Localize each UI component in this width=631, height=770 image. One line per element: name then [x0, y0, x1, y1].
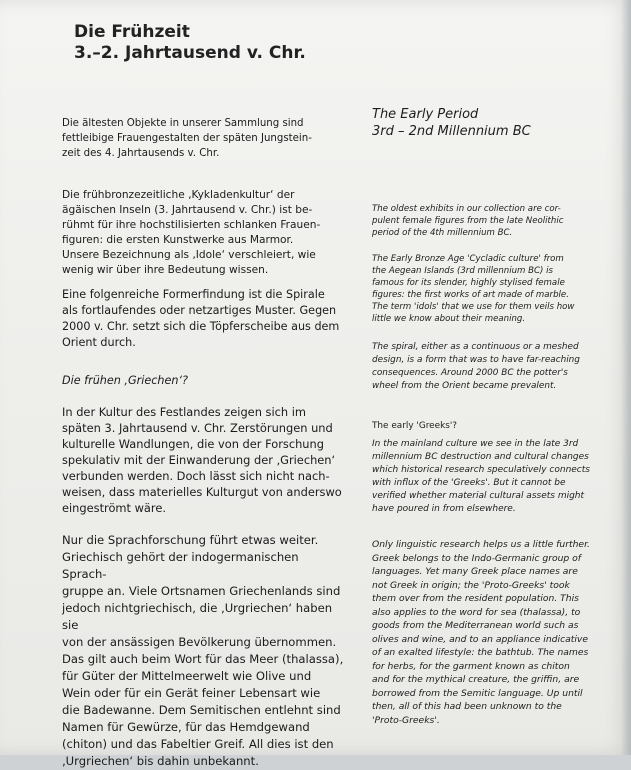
text-line: pulent female figures from the late Neolithic: [372, 216, 564, 226]
text-line: als fortlaufendes oder netzartiges Muster. Gegen: [62, 304, 337, 317]
text-line: and for the mythical creature, the griffin, are: [372, 674, 580, 685]
text-line: figuren: die ersten Kunstwerke aus Marmor.: [62, 234, 294, 246]
text-line: period of the 4th millennium BC.: [372, 228, 513, 238]
text-line: languages. Yet many Greek place names are: [372, 566, 578, 577]
german-title: [74, 22, 306, 64]
text-line: Das gilt auch beim Wort für das Meer (thalassa),: [62, 652, 344, 666]
text-line: Griechisch gehört der indogermanischen Sprach-: [62, 550, 299, 581]
english-title: [372, 106, 612, 140]
text-line: Die ältesten Objekte in unserer Sammlung sind: [62, 118, 304, 129]
text-line: wenig wir über ihre Bedeutung wissen.: [62, 264, 269, 276]
text-line: (chiton) und das Fabeltier Greif. All dies ist den: [62, 737, 334, 751]
text-line: fettleibige Frauengestalten der späten Jungstein-: [62, 133, 312, 144]
german-paragraph-1: [62, 116, 344, 161]
text-line: wheel from the Orient became prevalent.: [372, 381, 557, 391]
english-title-line1: The Early Period: [372, 107, 479, 122]
text-line: für Güter der Mittelmeerwelt wie Olive und: [62, 669, 312, 683]
english-paragraph-5: [372, 538, 612, 727]
text-line: 'Proto-Greeks'.: [372, 714, 440, 726]
text-line: Die frühbronzezeitliche ‚Kykladenkultur‘ der: [62, 189, 295, 201]
text-line: ‚Urgriechen‘ bis dahin unbekannt.: [62, 754, 259, 768]
text-line: gruppe an. Viele Ortsnamen Griechenlands sind: [62, 584, 341, 598]
text-line: die Badewanne. Dem Semitischen entlehnt sind: [62, 703, 341, 717]
text-line: eingeströmt wäre.: [62, 501, 166, 515]
german-title-line2: 3.–2. Jahrtausend v. Chr.: [74, 43, 306, 63]
text-line: The spiral, either as a continuous or a meshed: [372, 342, 579, 352]
english-title-line2: 3rd – 2nd Millennium BC: [372, 124, 531, 139]
text-line: verbunden werden. Doch lässt sich nicht nach-: [62, 469, 330, 483]
text-line: späten 3. Jahrtausend v. Chr. Zerstörungen und: [62, 421, 333, 435]
text-line: Only linguistic research helps us a little further.: [372, 539, 590, 550]
text-line: 2000 v. Chr. setzt sich die Töpferscheibe aus dem: [62, 320, 340, 333]
text-line: design, is a form that was to have far-reaching: [372, 355, 580, 365]
text-line: with influx of the 'Greeks'. But it cannot be: [372, 478, 566, 488]
text-line: famous for its slender, highly stylised female: [372, 278, 565, 288]
text-line: zeit des 4. Jahrtausends v. Chr.: [62, 148, 220, 159]
text-line: figures: the first works of art made of marble.: [372, 290, 569, 300]
text-line: kulturelle Wandlungen, die von der Forschung: [62, 437, 324, 451]
text-line: millennium BC destruction and cultural changes: [372, 452, 589, 462]
german-paragraph-5: [62, 532, 344, 770]
text-line: The Early Bronze Age 'Cycladic culture' from: [372, 254, 564, 264]
text-line: spekulativ mit der Einwanderung der ‚Griechen‘: [62, 453, 336, 467]
text-line: of an exalted lifestyle: the bathtub. The names: [372, 647, 589, 658]
panel-edge-shadow: [621, 0, 631, 755]
text-line: rühmt für ihre hochstilisierten schlanken Frauen-: [62, 219, 321, 231]
german-section-heading: Die frühen ‚Griechen‘?: [62, 374, 188, 387]
text-line: Greek belongs to the Indo-Germanic group of: [372, 552, 582, 564]
german-paragraph-2: [62, 188, 344, 278]
text-line: Orient durch.: [62, 336, 136, 349]
english-paragraph-4: [372, 438, 612, 516]
text-line: borrowed from the Semitic language. Up until: [372, 687, 583, 699]
text-line: for herbs, for the garment known as chiton: [372, 660, 570, 672]
text-line: goods from the Mediterranean world such as: [372, 620, 579, 631]
text-line: little we know about their meaning.: [372, 314, 526, 324]
english-paragraph-2: [372, 253, 612, 325]
text-line: have poured in from elsewhere.: [372, 504, 516, 514]
text-line: which historical research speculatively connects: [372, 465, 590, 475]
text-line: them over from the resident population. This: [372, 593, 579, 604]
german-paragraph-4: [62, 404, 344, 516]
text-line: Unsere Bezeichnung als ‚Idole‘ verschleiert, wie: [62, 249, 316, 261]
text-line: ägäischen Inseln (3. Jahrtausend v. Chr.) ist be-: [62, 204, 313, 216]
text-line: Nur die Sprachforschung führt etwas weiter.: [62, 533, 319, 547]
text-line: Eine folgenreiche Formerfindung ist die Spirale: [62, 288, 325, 301]
text-line: also applies to the word for sea (thalassa), to: [372, 606, 581, 618]
german-title-line1: Die Frühzeit: [74, 22, 190, 42]
text-line: weisen, dass materielles Kulturgut von anderswo: [62, 485, 342, 499]
english-section-heading: The early 'Greeks'?: [372, 421, 458, 431]
text-line: olives and wine, and to an appliance indicative: [372, 633, 588, 645]
english-paragraph-1: [372, 203, 612, 239]
text-line: Namen für Gewürze, für das Hemdgewand: [62, 720, 310, 734]
text-line: The term 'idols' that we use for them veils how: [372, 302, 575, 312]
german-paragraph-3: [62, 287, 344, 351]
text-line: In der Kultur des Festlandes zeigen sich im: [62, 405, 306, 419]
text-line: von der ansässigen Bevölkerung übernommen.: [62, 635, 337, 649]
text-line: In the mainland culture we see in the late 3rd: [372, 439, 579, 449]
english-paragraph-3: [372, 341, 612, 393]
text-line: the Aegean Islands (3rd millennium BC) is: [372, 266, 554, 276]
text-line: verified whether material cultural assets might: [372, 491, 585, 501]
text-line: jedoch nichtgriechisch, die ‚Urgriechen‘ haben sie: [62, 601, 333, 632]
text-line: consequences. Around 2000 BC the potter's: [372, 368, 568, 378]
text-line: Wein oder für ein Gerät feiner Lebensart wie: [62, 686, 321, 700]
text-line: not Greek in origin; the 'Proto-Greeks' took: [372, 579, 570, 591]
text-line: The oldest exhibits in our collection are cor-: [372, 204, 561, 214]
text-line: then, all of this had been unknown to the: [372, 701, 562, 712]
